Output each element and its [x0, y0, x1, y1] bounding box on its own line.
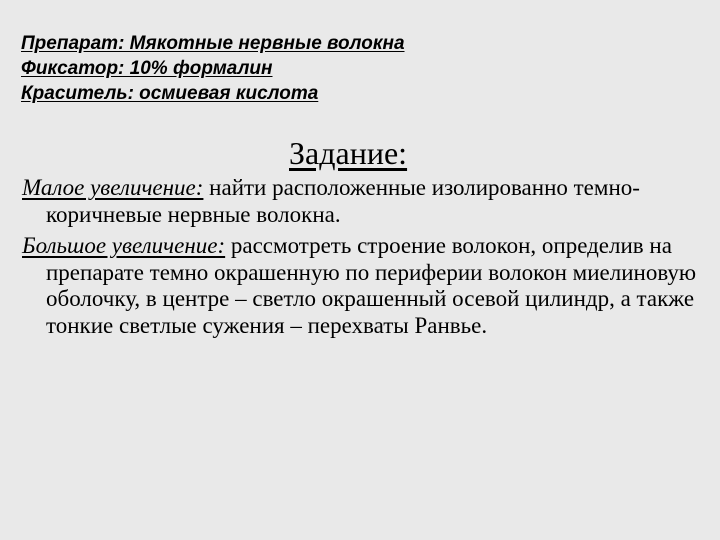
task-label-low: Малое увеличение:: [22, 175, 204, 200]
task-label-high: Большое увеличение:: [22, 233, 226, 258]
task-text-high: рассмотреть строение волокон, определив на препарате темно окрашенную по периферии волокон миелиновую оболочку, в центре – светло окрашенный осевой цилиндр, а также тонкие светлые сужения – перехваты Ранвье.: [46, 233, 697, 338]
task-item-low-magnification: [22, 175, 720, 228]
stain-line: Краситель: осмиевая кислота: [21, 83, 319, 104]
preparation-line: Препарат: Мякотные нервные волокна: [21, 33, 405, 54]
task-title: Задание:: [289, 135, 408, 171]
task-item-high-magnification: [22, 233, 720, 339]
fixative-line: Фиксатор: 10% формалин: [21, 58, 273, 79]
task-text-low: найти расположенные изолированно темно-коричневые нервные волокна.: [46, 175, 640, 227]
specimen-header: [21, 31, 405, 106]
